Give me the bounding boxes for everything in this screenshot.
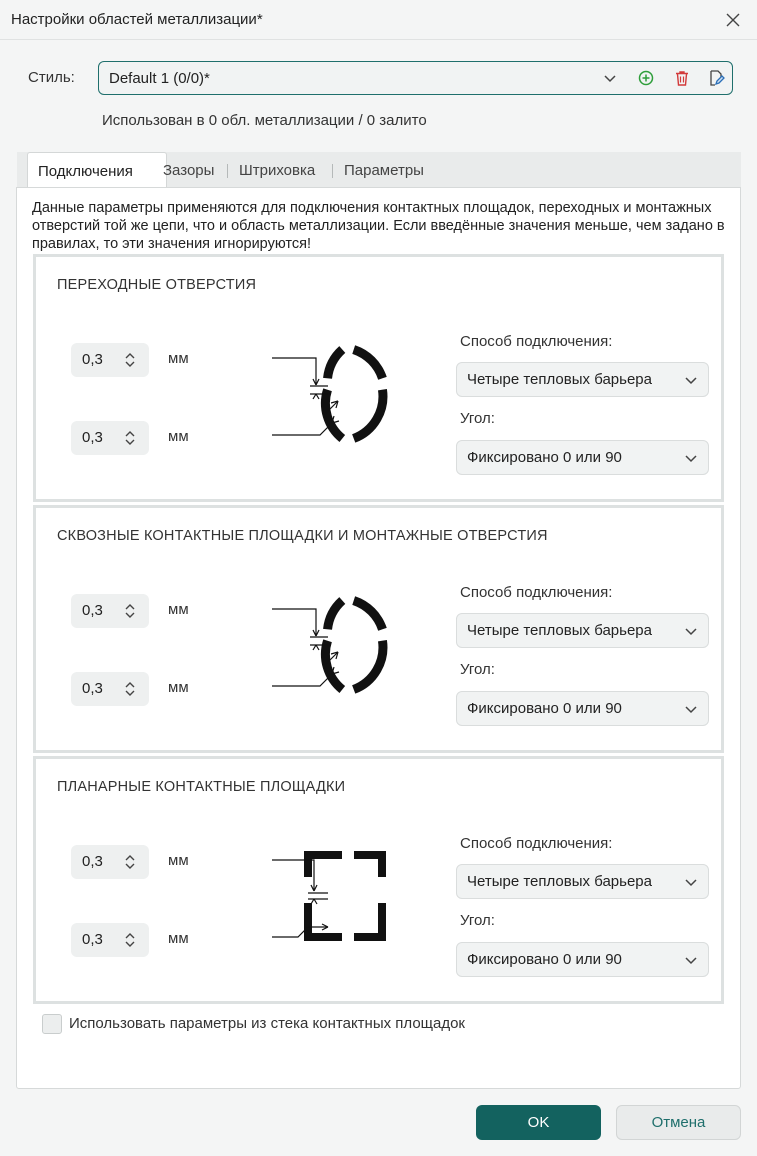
- tab-separator: [332, 164, 333, 178]
- unit-label: мм: [168, 428, 189, 445]
- edit-document-icon[interactable]: [707, 69, 725, 87]
- thermal-relief-round-diagram: [268, 339, 428, 449]
- connection-method-select[interactable]: [456, 864, 709, 899]
- title-bar: [0, 0, 757, 40]
- info-text: Данные параметры применяются для подключения контактных площадок, переходных и монтажных отверстий той же цепи, что и область металлизации. Если введённые значения меньше, чем задано в правилах, то эти значения игнорируются!: [32, 200, 725, 252]
- cancel-button[interactable]: Отмена: [616, 1105, 741, 1140]
- thermal-relief-square-diagram: [268, 841, 428, 951]
- use-pad-stack-label[interactable]: Использовать параметры из стека контактных площадок: [69, 1015, 465, 1032]
- spokes-width-stepper[interactable]: [71, 594, 149, 628]
- stepper-value: 0,3: [82, 351, 103, 368]
- unit-label: мм: [168, 930, 189, 947]
- section-title: ПЛАНАРНЫЕ КОНТАКТНЫЕ ПЛОЩАДКИ: [57, 779, 346, 795]
- section-title: СКВОЗНЫЕ КОНТАКТНЫЕ ПЛОЩАДКИ И МОНТАЖНЫЕ ОТВЕРСТИЯ: [57, 528, 548, 544]
- stepper-value: 0,3: [82, 429, 103, 446]
- stepper-arrows-icon[interactable]: [123, 429, 137, 447]
- tab-parameters[interactable]: Параметры: [344, 162, 424, 179]
- stepper-arrows-icon[interactable]: [123, 853, 137, 871]
- use-pad-stack-checkbox[interactable]: [42, 1014, 62, 1034]
- angle-label: Угол:: [460, 912, 495, 929]
- stepper-value: 0,3: [82, 680, 103, 697]
- air-gap-stepper[interactable]: [71, 421, 149, 455]
- tab-label: Подключения: [38, 163, 133, 180]
- plus-circle-icon[interactable]: [637, 69, 655, 87]
- chevron-down-icon[interactable]: [602, 70, 618, 86]
- select-value: Фиксировано 0 или 90: [467, 700, 622, 717]
- select-value: Четыре тепловых барьера: [467, 622, 652, 639]
- select-value: Фиксировано 0 или 90: [467, 449, 622, 466]
- stepper-arrows-icon[interactable]: [123, 602, 137, 620]
- angle-select[interactable]: [456, 440, 709, 475]
- connection-method-label: Способ подключения:: [460, 333, 613, 350]
- tab-hatching[interactable]: Штриховка: [239, 162, 316, 179]
- ok-button[interactable]: OK: [476, 1105, 601, 1140]
- unit-label: мм: [168, 601, 189, 618]
- chevron-down-icon: [684, 451, 698, 465]
- angle-label: Угол:: [460, 661, 495, 678]
- stepper-value: 0,3: [82, 853, 103, 870]
- air-gap-stepper[interactable]: [71, 923, 149, 957]
- section-title: ПЕРЕХОДНЫЕ ОТВЕРСТИЯ: [57, 277, 257, 293]
- spokes-width-stepper[interactable]: [71, 343, 149, 377]
- chevron-down-icon: [684, 953, 698, 967]
- style-value: Default 1 (0/0)*: [109, 70, 210, 87]
- select-value: Четыре тепловых барьера: [467, 371, 652, 388]
- tab-clearances[interactable]: Зазоры: [163, 162, 215, 179]
- tab-connections[interactable]: [27, 152, 167, 189]
- select-value: Фиксировано 0 или 90: [467, 951, 622, 968]
- angle-label: Угол:: [460, 410, 495, 427]
- trash-icon[interactable]: [673, 69, 691, 87]
- connection-method-select[interactable]: [456, 613, 709, 648]
- style-select[interactable]: [98, 61, 733, 95]
- stepper-arrows-icon[interactable]: [123, 351, 137, 369]
- air-gap-stepper[interactable]: [71, 672, 149, 706]
- style-usage-text: Использован в 0 обл. металлизации / 0 залито: [102, 112, 427, 129]
- select-value: Четыре тепловых барьера: [467, 873, 652, 890]
- angle-select[interactable]: [456, 691, 709, 726]
- connection-method-label: Способ подключения:: [460, 835, 613, 852]
- style-label: Стиль:: [28, 69, 75, 86]
- unit-label: мм: [168, 852, 189, 869]
- stepper-value: 0,3: [82, 931, 103, 948]
- unit-label: мм: [168, 679, 189, 696]
- thermal-relief-round-diagram: [268, 590, 428, 700]
- close-button[interactable]: [719, 6, 747, 34]
- stepper-arrows-icon[interactable]: [123, 931, 137, 949]
- section-smd-pads: [33, 756, 724, 1004]
- spokes-width-stepper[interactable]: [71, 845, 149, 879]
- tab-bar: [17, 152, 741, 188]
- chevron-down-icon: [684, 875, 698, 889]
- stepper-value: 0,3: [82, 602, 103, 619]
- connection-method-select[interactable]: [456, 362, 709, 397]
- connection-method-label: Способ подключения:: [460, 584, 613, 601]
- stepper-arrows-icon[interactable]: [123, 680, 137, 698]
- chevron-down-icon: [684, 373, 698, 387]
- section-vias: [33, 254, 724, 502]
- tab-separator: [227, 164, 228, 178]
- section-through-hole-pads: [33, 505, 724, 753]
- close-icon: [726, 13, 740, 27]
- angle-select[interactable]: [456, 942, 709, 977]
- chevron-down-icon: [684, 624, 698, 638]
- chevron-down-icon: [684, 702, 698, 716]
- unit-label: мм: [168, 350, 189, 367]
- window-title: Настройки областей металлизации*: [11, 11, 263, 28]
